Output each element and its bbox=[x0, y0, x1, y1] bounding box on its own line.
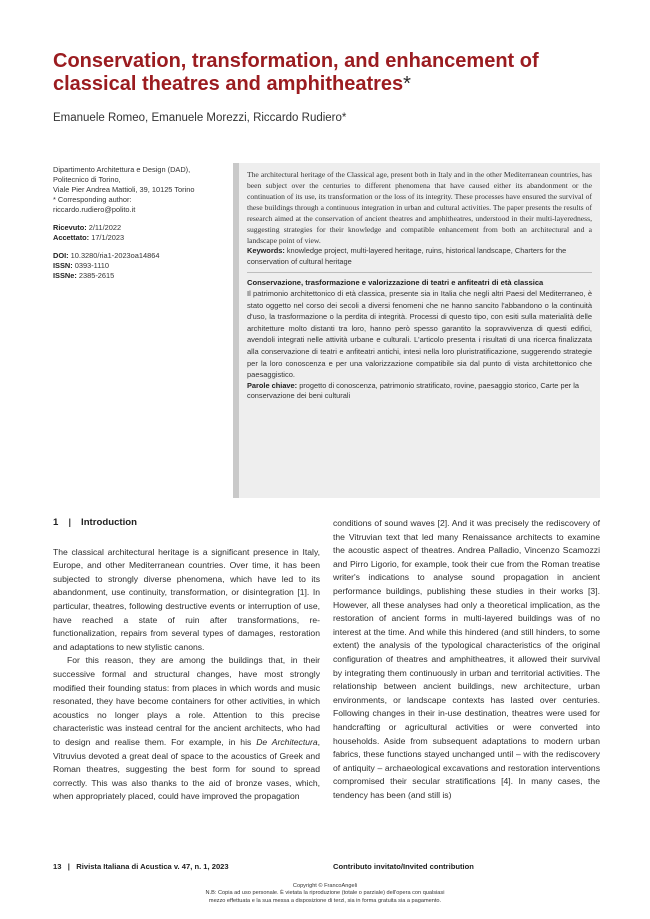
footer-contribution: Contributo invitato/Invited contribution bbox=[333, 862, 474, 871]
issne-label: ISSNe: bbox=[53, 271, 77, 280]
issne-value: 2385-2615 bbox=[78, 271, 115, 280]
paragraph bbox=[53, 654, 320, 804]
article-title bbox=[53, 50, 593, 96]
received-label: Ricevuto: bbox=[53, 223, 87, 232]
corresponding-email[interactable]: riccardo.rudiero@polito.it bbox=[53, 205, 136, 214]
italian-title: Conservazione, trasformazione e valorizzazione di teatri e anfiteatri di età classica bbox=[247, 278, 544, 287]
paragraph: The classical architectural heritage is a significant presence in Italy, Europe, and other Mediterranean countries. Over time, it has been subjected to strongly diverse phenomena, which have led to its abandonment, use continuity, transformation, or disintegration [1]. In particular, theatres, following destructive events or interruption of use, have reached a state of ruin after transformations, re-functionalization, repairs from several types of damages, restoration and adaptations to new stylistic canons. bbox=[53, 546, 320, 652]
paragraph-part: For this reason, they are among the buildings that, in their successive formal and structural changes, have most strongly modified their founding status: from places in which words and music resonated, they have become containers for other activities, in which acoustics no longer plays a role. Attention to this precise characteristic was instead central for the ancient architects, who had to design and realise them. For example, in his bbox=[53, 655, 320, 747]
received-value: 2/11/2022 bbox=[88, 223, 122, 232]
journal-name: Rivista Italiana di Acustica v. 47, n. 1, 2023 bbox=[76, 862, 229, 871]
page-number: 13 bbox=[53, 862, 62, 871]
italian-abstract: Il patrimonio architettonico di età classica, presente sia in Italia che negli altri Paesi del Mediterraneo, è stato oggetto nel corso dei secoli a diversi fenomeni che ne hanno sancito l'abbandono o la continuità d'uso, la trasformazione o la perdita di integrità. Processi di questo tipo, con esiti sulla materialità delle architetture molto distanti tra loro, hanno però spesso garantito la sopravvivenza di questi edifici, avendoli integrati nelle attività urbane e culturali. L'articolo presenta i risultati di una ricerca finalizzata alla conservazione di teatri e anfiteatri antichi, intesi nella loro pluristratificazione, suggerendo strategie per la loro conoscenza e per una valorizzazione compatibile sia dal punto di vista architettonico che paesaggistico. bbox=[247, 289, 592, 380]
italian-keywords-value: progetto di conoscenza, patrimonio stratificato, rovine, paesaggio storico, Carte per la conservazione dei beni culturali bbox=[247, 380, 579, 401]
affiliation-line: Politecnico di Torino, bbox=[53, 175, 121, 184]
doi bbox=[53, 251, 228, 261]
abstract-text: The architectural heritage of the Classical age, present both in Italy and in the other Mediterranean countries, has been subject over the centuries to different phenomena that have caused either its abandonment or the continuation of its use, its transformation or the loss of its integrity. These processes have ensured the survival of these buildings through a continuous integration in urban and cultural activities. The paper presents the results of research aimed at the conservation of ancient theatres and amphitheatres, understood in their multi-layeredness, suggesting strategies for their knowledge and compatible enhancement from both an architectural and a landscape point of view. bbox=[247, 170, 592, 245]
keywords-label: Keywords: bbox=[247, 246, 285, 255]
copyright-notice bbox=[0, 883, 650, 905]
issn-label: ISSN: bbox=[53, 261, 73, 270]
issn-value: 0393-1110 bbox=[74, 261, 110, 270]
accepted-label: Accettato: bbox=[53, 233, 90, 242]
received-date bbox=[53, 223, 228, 233]
article-title-text: Conservation, transformation, and enhancement of classical theatres and amphitheatres bbox=[53, 50, 539, 95]
body-column-right bbox=[333, 517, 600, 802]
italian-keywords bbox=[247, 381, 592, 402]
paragraph-part: , Vitruvius devoted a great deal of space to the acoustics of Greek and Roman theatres, suggesting the best form for sound to spread correctly. This was also thanks to the aid of bronze vases, which, when appropriately placed, could have improved the propagation bbox=[53, 736, 321, 802]
keywords-value: knowledge project, multi-layered heritage, ruins, historical landscape, Charters for the conservation of cultural heritage bbox=[247, 246, 567, 266]
affiliation-block bbox=[53, 165, 228, 281]
copyright-line: N.B: Copia ad uso personale. È vietata la riproduzione (totale o parziale) dell'opera con qualsiasi bbox=[205, 890, 445, 897]
paragraph: conditions of sound waves [2]. And it was precisely the rediscovery of the Vitruvian text that led many Renaissance architects to examine the acoustic aspect of theatres. Andrea Palladio, Vincenzo Scamozzi and Pirro Ligorio, for example, took their cue from the Roman treatise writer's indications to analyse sound propagation in ancient performance buildings, publishing these studies in their works [3]. However, all these analyses had only a theoretical implication, as the restoration of ancient forms in multi-layered buildings was of no interest at the time. And while this hindered (and still hinders, to some extent) the analysis of the typological characteristics of the original configuration of theatres and amphitheatres, it allowed their survival by integrating them continuously in urban and territorial activities. The relationship between ancient buildings, new architecture, urban environments, or landscape contexts has lasted over centuries. Following changes in their in-use destination, theatres were used for handcrafting or agricultural activities or were converted into households. Aside from subsequent adaptations to modern urban fabrics, these functions stayed unchanged until – with the rediscovery of antiquity – archaeological excavations and restoration interventions compromised their secular stratifications [4]. In many cases, the tendency has been (and still is) bbox=[333, 518, 600, 800]
doi-label: DOI: bbox=[53, 251, 69, 260]
footer-separator: | bbox=[67, 862, 70, 871]
affiliation-line: Viale Pier Andrea Mattioli, 39, 10125 Torino bbox=[53, 185, 195, 194]
book-title: De Architectura bbox=[256, 736, 318, 747]
abstract-box bbox=[233, 163, 600, 498]
accepted-date bbox=[53, 233, 228, 243]
doi-value[interactable]: 10.3280/ria1-2023oa14864 bbox=[70, 251, 160, 260]
corresponding-author-label: * Corresponding author: bbox=[53, 195, 132, 204]
abstract-divider bbox=[247, 272, 592, 273]
copyright-line: Copyright © FrancoAngeli bbox=[292, 883, 358, 889]
section-title: Introduction bbox=[81, 517, 137, 528]
authors: Emanuele Romeo, Emanuele Morezzi, Riccardo Rudiero* bbox=[53, 112, 347, 124]
section-separator: | bbox=[68, 517, 72, 528]
keywords bbox=[247, 246, 592, 267]
issne bbox=[53, 271, 228, 281]
footer-journal bbox=[53, 862, 229, 871]
title-footnote-mark: * bbox=[403, 73, 411, 95]
italian-keywords-label: Parole chiave: bbox=[247, 380, 298, 390]
accepted-value: 17/1/2023 bbox=[91, 233, 125, 242]
body-column-left bbox=[53, 516, 320, 804]
section-heading bbox=[53, 516, 320, 530]
copyright-line: mezzo effettuata e la sua messa a disposizione di terzi, sia in forma gratuita sia a pagamento. bbox=[208, 897, 442, 904]
issn bbox=[53, 261, 228, 271]
section-number: 1 bbox=[53, 517, 59, 528]
affiliation-line: Dipartimento Architettura e Design (DAD), bbox=[53, 165, 191, 174]
